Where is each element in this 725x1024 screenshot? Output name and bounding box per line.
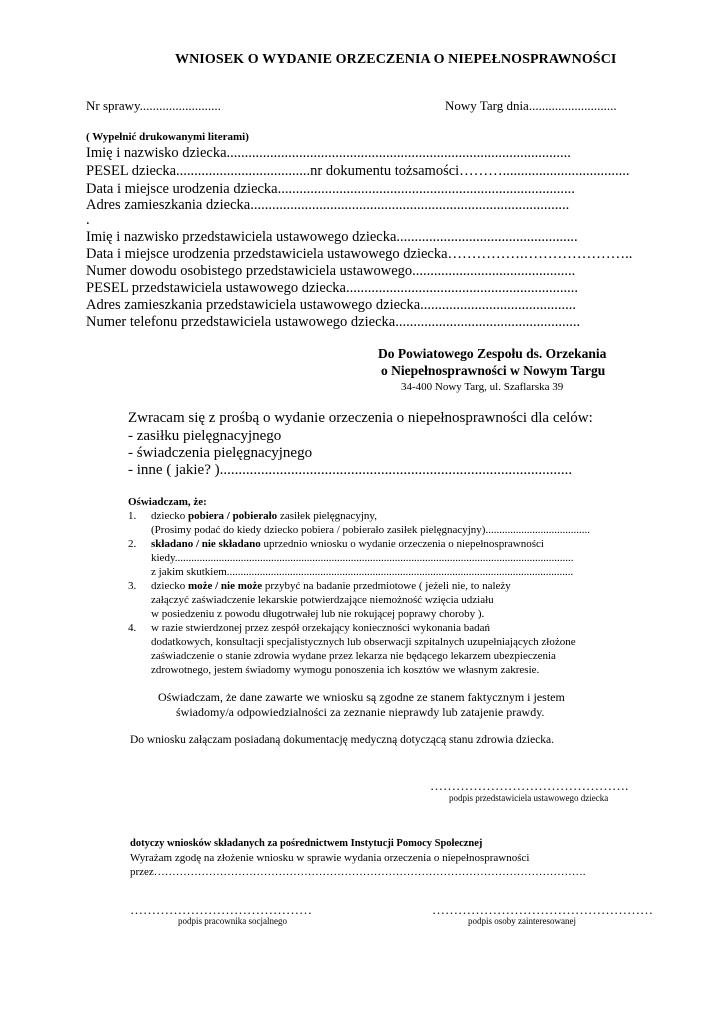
social-consent-line-1: Wyrażam zgodę na złożenie wniosku w sprawie wydania orzeczenia o niepełnosprawności (130, 852, 530, 864)
case-number-field: Nr sprawy......................... (86, 98, 221, 113)
decl-text: przybyć na badanie przedmiotowe ( jeżeli nie, to należy (262, 580, 511, 592)
field-child-address: Adres zamieszkania dziecka........................................................................................ (86, 197, 570, 213)
truth-statement-line-1: Oświadczam, że dane zawarte we wniosku są zgodne ze stanem faktycznym i jestem (158, 690, 565, 704)
signature-label-social-worker: podpis pracownika socjalnego (178, 916, 287, 926)
declaration-item-1-line-2: (Prosimy podać do kiedy dziecko pobiera / pobierało zasiłek pielęgnacyjny)...................................... (151, 524, 590, 536)
signature-line-interested: …………………………………………… (432, 902, 653, 917)
addressee-line-2: o Niepełnosprawności w Nowym Targu (381, 363, 606, 378)
declaration-item-4-line-1: w razie stwierdzonej przez zespół orzekający konieczności wykonania badań (151, 622, 491, 634)
social-consent-line-2: przez………………………………………………………………………………………………………. (130, 866, 586, 878)
field-rep-phone: Numer telefonu przedstawiciela ustawowego dziecka................................................... (86, 314, 581, 330)
declaration-heading: Oświadczam, że: (128, 496, 207, 508)
field-rep-birth: Data i miejsce urodzenia przedstawiciela ustawowego dziecka…………….………………….. (86, 246, 633, 262)
decl-bold: może / nie może (187, 580, 263, 592)
decl-text: zasiłek pielęgnacyjny, (277, 510, 377, 522)
signature-label-interested: podpis osoby zainteresowanej (468, 916, 576, 926)
decl-text: dziecko (151, 510, 188, 522)
declaration-item-4-line-4: zdrowotnego, jestem świadomy wymogu ponoszenia ich kosztów we własnym zakresie. (151, 664, 540, 676)
field-child-birth: Data i miejsce urodzenia dziecka.................................................................................. (86, 181, 575, 197)
field-rep-id: Numer dowodu osobistego przedstawiciela ustawowego............................................. (86, 263, 576, 279)
declaration-item-3-line-2: załączyć zaświadczenie lekarskie potwierdzające niemożność wzięcia udziału (151, 594, 494, 606)
declaration-item-2-line-2: kiedy................................................................................................................................................. (151, 552, 574, 564)
declaration-item-3-line-3: w posiedzeniu z powodu długotrwałej lub nie rokującej poprawy choroby ). (151, 608, 485, 620)
addressee-line-1: Do Powiatowego Zespołu ds. Orzekania (378, 346, 607, 361)
social-heading: dotyczy wniosków składanych za pośrednictwem Instytucji Pomocy Społecznej (130, 838, 483, 849)
truth-statement-line-2: świadomy/a odpowiedzialności za zeznanie nieprawdy lub zatajenie prawdy. (176, 705, 545, 719)
declaration-item-4-number: 4. (128, 622, 137, 634)
decl-text: dziecko (151, 580, 188, 592)
signature-line-main: ………………………………………. (430, 778, 629, 793)
field-rep-address: Adres zamieszkania przedstawiciela ustawowego dziecka........................................... (86, 297, 577, 313)
request-option-3: - inne ( jakie? ).............................................................................................. (128, 462, 573, 478)
declaration-item-3-number: 3. (128, 580, 137, 592)
attachment-statement: Do wniosku załączam posiadaną dokumentację medyczną dotyczącą stanu zdrowia dziecka. (130, 734, 555, 746)
declaration-item-4-line-3: zaświadczenie o stanie zdrowia wydane przez lekarza nie będącego lekarzem ubezpieczenia (151, 650, 556, 662)
declaration-item-1-number: 1. (128, 510, 137, 522)
request-intro: Zwracam się z prośbą o wydanie orzeczenia o niepełnosprawności dla celów: (128, 410, 593, 426)
place-date-field: Nowy Targ dnia........................... (445, 98, 617, 113)
decl-text: uprzednio wniosku o wydanie orzeczenia o niepełnosprawności (260, 538, 544, 550)
decl-bold: składano / nie składano (151, 538, 261, 550)
field-child-name: Imię i nazwisko dziecka............................................................................................... (86, 145, 571, 161)
decl-bold: pobiera / pobierało (187, 510, 278, 522)
request-option-1: - zasiłku pielęgnacyjnego (128, 428, 282, 444)
signature-label-main: podpis przedstawiciela ustawowego dziecka (449, 793, 609, 803)
field-dot: . (86, 212, 90, 228)
request-option-2: - świadczenia pielęgnacyjnego (128, 445, 313, 461)
field-rep-pesel: PESEL przedstawiciela ustawowego dziecka................................................................ (86, 280, 578, 296)
declaration-item-2-line-3: z jakim skutkiem.............................................................................................................................. (151, 566, 574, 578)
addressee-line-3: 34-400 Nowy Targ, ul. Szaflarska 39 (401, 381, 564, 393)
fill-instruction: ( Wypełnić drukowanymi literami) (86, 131, 249, 143)
field-rep-name: Imię i nazwisko przedstawiciela ustawowego dziecka.................................................. (86, 229, 578, 245)
signature-line-social-worker: …………………………………… (130, 902, 312, 917)
declaration-item-4-line-2: dodatkowych, konsultacji specjalistycznych lub obserwacji szpitalnych uzupełniających złożone (151, 636, 576, 648)
document-title: WNIOSEK O WYDANIE ORZECZENIA O NIEPEŁNOSPRAWNOŚCI (175, 52, 617, 67)
declaration-item-2-number: 2. (128, 538, 137, 550)
field-child-pesel: PESEL dziecka.....................................nr dokumentu tożsamości………................................... (86, 163, 630, 179)
